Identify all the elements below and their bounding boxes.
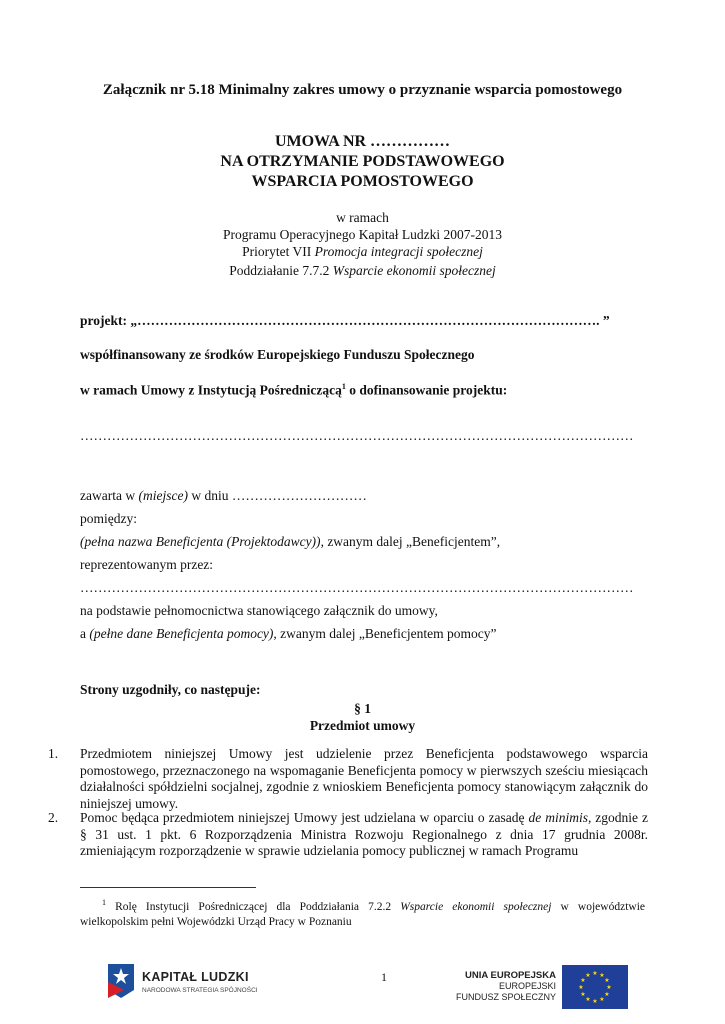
beneficiary-line: (pełna nazwa Beneficjenta (Projektodawcy)), zwanym dalej „Beneficjentem”, (80, 534, 501, 549)
svg-text:★: ★ (606, 984, 612, 991)
svg-text:★: ★ (599, 972, 605, 979)
subtitle-line-4: Poddziałanie 7.7.2 Wsparcie ekonomii społecznej (229, 263, 496, 278)
svg-text:★: ★ (585, 996, 591, 1003)
parties-agreed: Strony uzgodniły, co następuje: (80, 682, 261, 697)
title-line-1: UMOWA NR …………… (274, 133, 451, 150)
concluded-line: zawarta w (miejsce) w dniu ………………………… (80, 488, 367, 503)
title-line-3: WSPARCIA POMOSTOWEGO (251, 173, 474, 190)
attachment-title: Załącznik nr 5.18 Minimalny zakres umowy o przyznanie wsparcia pomostowego (102, 82, 623, 98)
dotted-line: …………………………………………………………………………………………………………… (80, 428, 634, 443)
svg-text:★: ★ (604, 991, 610, 998)
footnote-separator (80, 887, 256, 888)
cofinancing-line: współfinansowany ze środków Europejskiego Funduszu Społecznego (80, 347, 475, 362)
footnote: $^1$ Rolę Instytucji Pośredniczącej dla Poddziałania 7.2.2 Wsparcie ekonomii społecznej w województwie wielkopolskim pełni Wojewódzki Urząd Pracy w Poznaniu (80, 898, 645, 928)
eu-flag-icon (562, 965, 628, 1009)
eu-line-3: FUNDUSZ SPOŁECZNY (455, 992, 556, 1002)
project-line: projekt: „…………………………………………………………………………………………. ” (80, 313, 610, 328)
kapital-ludzki-tagline: NARODOWA STRATEGIA SPÓJNOŚCI (142, 987, 258, 994)
list-item: 2. Pomoc będąca przedmiotem niniejszej Umowy jest udzielana w oparciu o zasadę de minimis, zgodnie z § 31 ust. 1 pkt. 6 Rozporządzenia Ministra Rozwoju Regionalnego z dnia 17 grudnia 2008r. zmieniającym rozporządzenie w sprawie udzielania pomocy publicznej w ramach Programu (48, 810, 649, 858)
agreement-line: w ramach Umowy z Instytucją Pośredniczącą$^1$ o dofinansowanie projektu: (80, 382, 508, 398)
list-item: 1. Przedmiotem niniejszej Umowy jest udzielenie przez Beneficjenta podstawowego wsparcia pomostowego, przeznaczonego na wspomaganie Beneficjenta pomocy w pierwszych sześciu miesiącach działalności spółdzielni socjalnej, zgodnie z wnioskiem Beneficjenta pomocy stanowiącym załącznik do niniejszej umowy. (48, 746, 648, 811)
subtitle-line-2: Programu Operacyjnego Kapitał Ludzki 2007-2013 (223, 227, 502, 242)
kapital-ludzki-name: KAPITAŁ LUDZKI (142, 970, 249, 984)
svg-text:★: ★ (580, 977, 586, 984)
svg-text:★: ★ (592, 998, 598, 1005)
svg-text:★: ★ (604, 977, 610, 984)
section-number: § 1 (354, 701, 371, 716)
title-line-2: NA OTRZYMANIE PODSTAWOWEGO (220, 153, 505, 170)
svg-text:★: ★ (585, 972, 591, 979)
subtitle-line-1: w ramach (336, 210, 389, 225)
subtitle-line-3: Priorytet VII Promocja integracji społecznej (242, 244, 483, 259)
kapital-ludzki-logo (104, 960, 264, 1004)
power-of-attorney-line: na podstawie pełnomocnictwa stanowiącego załącznik do umowy, (80, 603, 438, 618)
program-info (0, 209, 725, 279)
between-line: pomiędzy: (80, 511, 137, 526)
kapital-ludzki-emblem-icon (104, 960, 138, 1002)
eu-line-2: EUROPEJSKI (498, 981, 556, 991)
document-title (0, 132, 725, 192)
svg-text:★: ★ (578, 984, 584, 991)
svg-text:★: ★ (599, 996, 605, 1003)
eu-line-1: UNIA EUROPEJSKA (465, 970, 556, 981)
beneficiary-aid-line: a (pełne dane Beneficjenta pomocy), zwanym dalej „Beneficjentem pomocy” (80, 626, 497, 641)
svg-text:★: ★ (580, 991, 586, 998)
svg-text:★: ★ (592, 970, 598, 977)
represented-line: reprezentowanym przez: (80, 557, 214, 572)
page-number: 1 (381, 970, 387, 984)
section-heading: Przedmiot umowy (309, 718, 416, 733)
dotted-line-2: …………………………………………………………………………………………………………… (80, 580, 634, 595)
eu-logo-text (440, 970, 556, 1003)
